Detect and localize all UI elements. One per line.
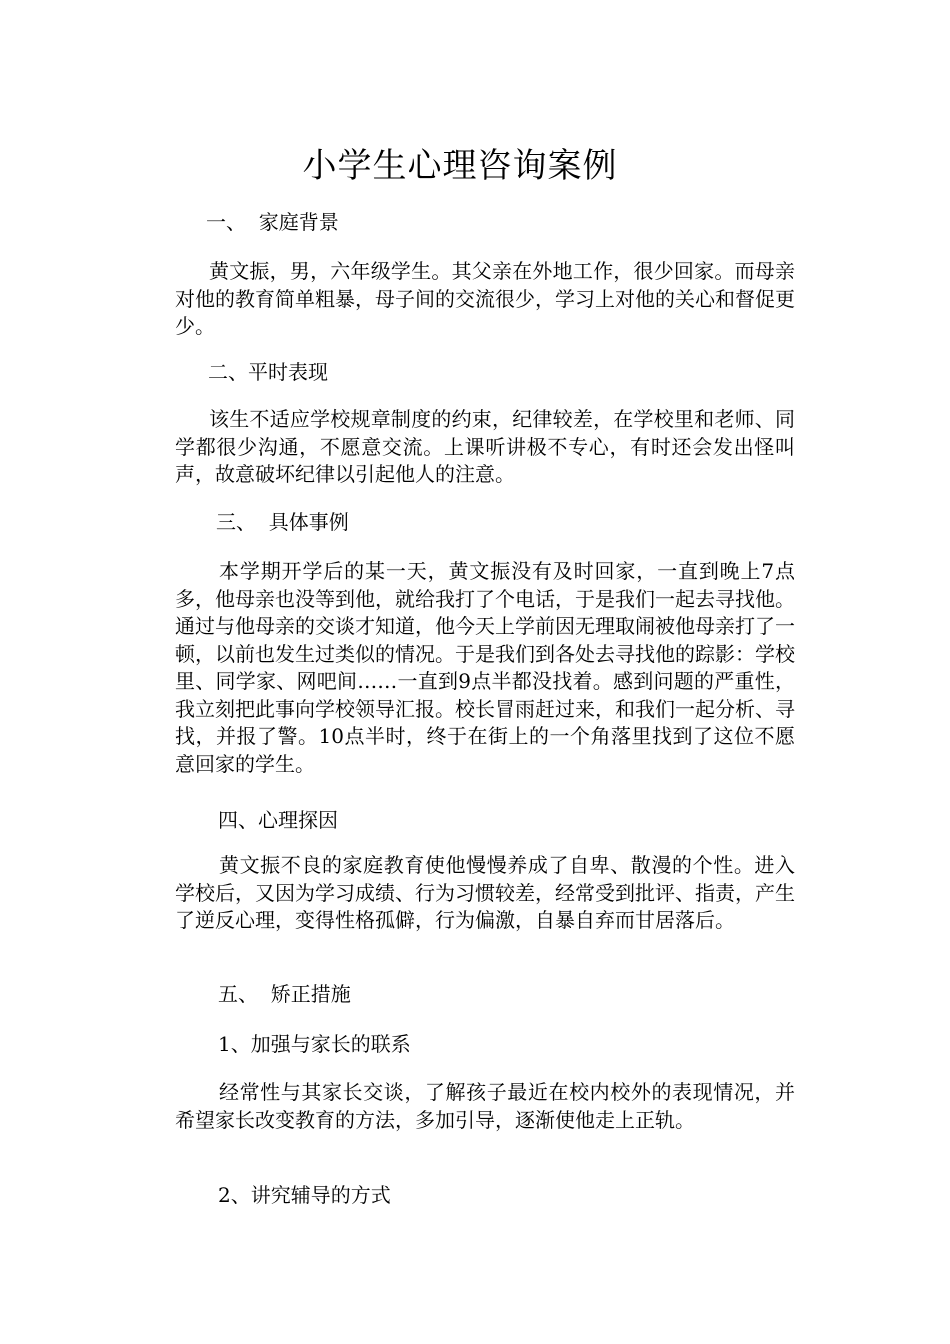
section-paragraph-specific-case: 本学期开学后的某一天，黄文振没有及时回家，一直到晚上7点多，他母亲也没等到他，就给我打了个电话，于是我们一起去寻找他。通过与他母亲的交谈才知道，他今天上学前因无理取闹被他母亲打了一顿，以前也发生过类似的情况。于是我们到各处去寻找他的踪影：学校里、同学家、网吧间……一直到9点半都没找着。感到问题的严重性，我立刻把此事向学校领导汇报。校长冒雨赶过来，和我们一起分析、寻找，并报了警。10点半时，终于在街上的一个角落里找到了这位不愿意回家的学生。 <box>175 559 795 776</box>
document-title: 小学生心理咨询案例 <box>302 146 618 186</box>
section-paragraph-family-contact: 经常性与其家长交谈，了解孩子最近在校内校外的表现情况，并希望家长改变教育的方法，多加引导，逐渐使他走上正轨。 <box>175 1080 795 1132</box>
section-paragraph-psychological-cause: 黄文振不良的家庭教育使他慢慢养成了自卑、散漫的个性。进入学校后，又因为学习成绩、行为习惯较差，经常受到批评、指责，产生了逆反心理，变得性格孤僻，行为偏激，自暴自弃而甘居落后。 <box>175 853 795 932</box>
section-heading-correction-measures: 五、 矫正措施 <box>218 982 351 1006</box>
subheading-counseling-method: 2、讲究辅导的方式 <box>218 1183 391 1207</box>
section-heading-specific-case: 三、 具体事例 <box>216 510 349 534</box>
section-heading-psychological-cause: 四、心理探因 <box>218 808 338 832</box>
section-heading-family-background: 一、 家庭背景 <box>206 210 339 234</box>
section-paragraph-daily-behavior: 该生不适应学校规章制度的约束，纪律较差，在学校里和老师、同学都很少沟通，不愿意交流。上课听讲极不专心，有时还会发出怪叫声，故意破坏纪律以引起他人的注意。 <box>175 407 795 486</box>
section-heading-daily-behavior: 二、平时表现 <box>208 360 328 384</box>
subheading-family-contact: 1、加强与家长的联系 <box>218 1032 411 1056</box>
section-paragraph-family-background: 黄文振，男，六年级学生。其父亲在外地工作，很少回家。而母亲对他的教育简单粗暴，母子间的交流很少，学习上对他的关心和督促更少。 <box>175 259 795 338</box>
